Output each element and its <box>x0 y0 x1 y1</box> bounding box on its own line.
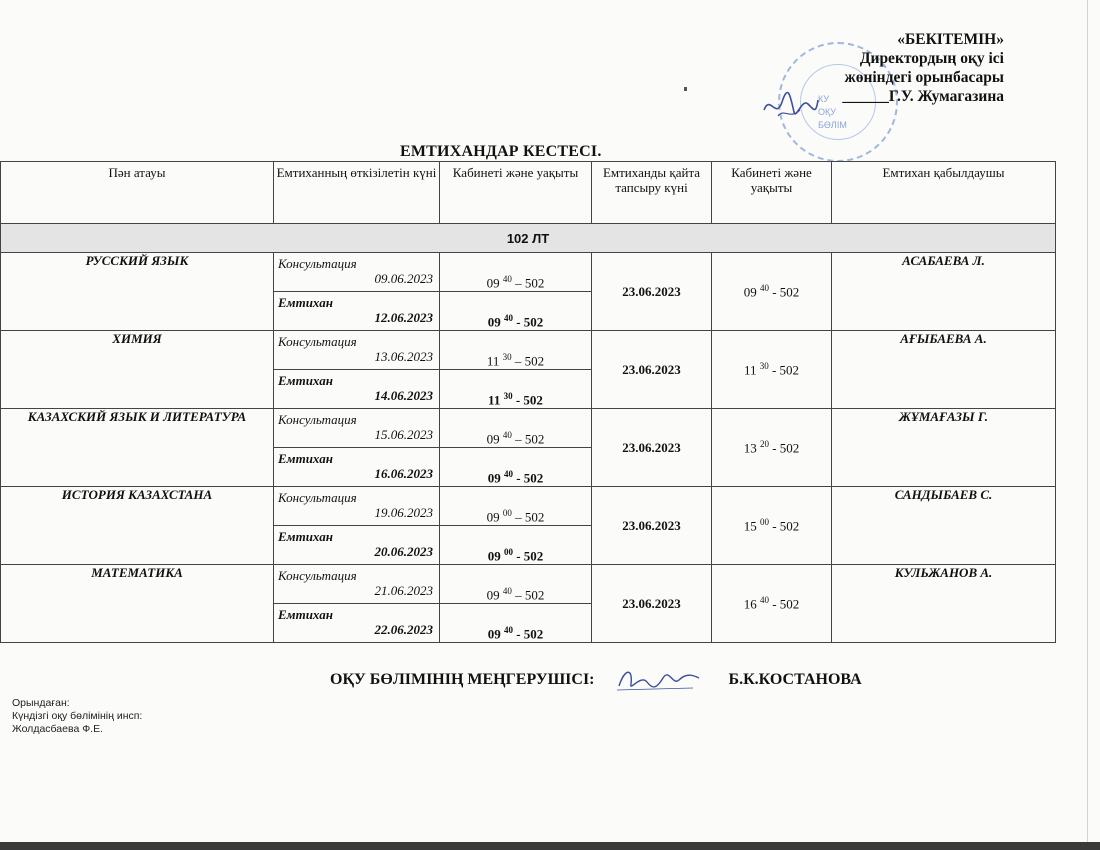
prepared-label: Орындаған: <box>12 697 70 709</box>
retake-time-room: - 502 <box>768 518 800 534</box>
retake-time-cell <box>712 331 832 409</box>
exam-date-cell <box>274 604 440 643</box>
retake-time-room: - 502 <box>768 440 800 456</box>
header-row <box>1 162 1056 224</box>
head-name: Б.К.КОСТАНОВА <box>728 671 862 688</box>
consultation-label: Консультация <box>278 568 357 583</box>
consultation-time-minute: 40 <box>502 429 512 440</box>
retake-time-room: - 502 <box>768 284 800 300</box>
exam-time-minute: 40 <box>503 624 513 635</box>
examiner-name: АҒЫБАЕВА А. <box>832 331 1056 409</box>
exam-time-minute: 40 <box>503 312 513 323</box>
consultation-time-room: – 502 <box>511 509 545 524</box>
consultation-time-room: – 502 <box>511 275 545 290</box>
col-header-exam-date: Емтиханның өткізілетін күні <box>274 162 440 224</box>
retake-time-minute: 20 <box>759 438 769 449</box>
consultation-time-minute: 40 <box>502 585 512 596</box>
group-row <box>1 224 1056 253</box>
exam-time-hour: 09 <box>487 314 501 329</box>
retake-time-hour: 16 <box>743 596 757 612</box>
retake-time-cell <box>712 487 832 565</box>
col-header-subject: Пән атауы <box>1 162 274 224</box>
exam-time-hour: 09 <box>487 470 501 485</box>
exam-time-minute: 40 <box>503 468 513 479</box>
consultation-time-cell <box>440 487 592 526</box>
retake-time-hour: 15 <box>743 518 757 534</box>
exam-time-room: - 502 <box>512 626 544 641</box>
exam-time-minute: 00 <box>503 546 513 557</box>
col-header-room-time: Кабинеті және уақыты <box>440 162 592 224</box>
group-name: 102 ЛТ <box>1 224 1056 253</box>
subject-name: ИСТОРИЯ КАЗАХСТАНА <box>1 487 274 565</box>
exam-date: 16.06.2023 <box>374 466 433 481</box>
stamp-line: БӨЛІМ <box>818 120 847 130</box>
exam-time-cell <box>440 370 592 409</box>
approval-position-1: Директордың оқу ісі <box>859 50 1004 67</box>
exam-time-room: - 502 <box>512 392 543 407</box>
head-signature-icon <box>613 666 703 694</box>
subject-name: МАТЕМАТИКА <box>1 565 274 643</box>
consultation-label: Консультация <box>278 412 357 427</box>
retake-time-cell <box>712 409 832 487</box>
scan-bottom-bar <box>0 842 1100 850</box>
retake-date: 23.06.2023 <box>592 409 712 487</box>
director-signature-icon <box>760 90 820 124</box>
retake-time-minute: 30 <box>759 360 769 371</box>
retake-time-hour: 09 <box>743 284 757 300</box>
consultation-time-hour: 09 <box>486 431 500 446</box>
subject-name: ХИМИЯ <box>1 331 274 409</box>
exam-label: Емтихан <box>278 451 333 466</box>
consultation-time-cell <box>440 253 592 292</box>
exam-time-room: - 502 <box>512 548 544 563</box>
table-row <box>1 565 1056 604</box>
head-label: ОҚУ БӨЛІМІНІҢ МЕҢГЕРУШІСІ: <box>330 671 595 688</box>
approval-block <box>842 30 1004 106</box>
retake-time-hour: 13 <box>743 440 757 456</box>
retake-time-room: - 502 <box>768 596 800 612</box>
subject-name: РУССКИЙ ЯЗЫК <box>1 253 274 331</box>
exam-time-hour: 09 <box>487 626 501 641</box>
approver-name: Г.У. Жумагазина <box>888 88 1004 105</box>
consultation-date-cell <box>274 331 440 370</box>
stamp-line: ОҚУ <box>818 107 836 117</box>
retake-time-minute: 40 <box>759 282 769 293</box>
consultation-date-cell <box>274 565 440 604</box>
consultation-time-minute: 40 <box>502 273 512 284</box>
prepared-position: Күндізгі оқу бөлімінің инсп: <box>12 710 143 722</box>
consultation-label: Консультация <box>278 334 357 349</box>
consultation-time-cell <box>440 565 592 604</box>
exam-time-cell <box>440 292 592 331</box>
consultation-date: 13.06.2023 <box>374 349 433 364</box>
exam-date-cell <box>274 292 440 331</box>
exam-time-cell <box>440 448 592 487</box>
department-head <box>330 666 862 694</box>
retake-time-room: - 502 <box>768 362 800 378</box>
approval-name: ______Г.У. Жумагазина <box>842 88 1004 105</box>
col-header-examiner: Емтихан қабылдаушы <box>832 162 1056 224</box>
approval-position-2: жөніндегі орынбасары <box>844 69 1004 86</box>
consultation-time-hour: 11 <box>486 353 500 368</box>
consultation-date: 21.06.2023 <box>374 583 433 598</box>
exam-time-room: - 502 <box>512 314 544 329</box>
page-edge <box>1087 0 1088 842</box>
retake-time-cell <box>712 253 832 331</box>
exam-date-cell <box>274 370 440 409</box>
table-row <box>1 253 1056 292</box>
consultation-date: 15.06.2023 <box>374 427 433 442</box>
consultation-time-cell <box>440 409 592 448</box>
exam-time-cell <box>440 526 592 565</box>
consultation-time-room: – 502 <box>511 587 545 602</box>
exam-label: Емтихан <box>278 529 333 544</box>
exam-time-room: - 502 <box>512 470 544 485</box>
table-row <box>1 409 1056 448</box>
prepared-name: Жолдасбаева Ф.Е. <box>12 723 104 735</box>
consultation-time-cell <box>440 331 592 370</box>
exam-date-cell <box>274 526 440 565</box>
exam-time-hour: 09 <box>487 548 501 563</box>
exam-label: Емтихан <box>278 607 333 622</box>
exam-date-cell <box>274 448 440 487</box>
exam-schedule-table <box>0 161 1056 643</box>
exam-time-cell <box>440 604 592 643</box>
exam-date: 12.06.2023 <box>374 310 433 325</box>
exam-time-minute: 30 <box>503 390 513 401</box>
consultation-time-hour: 09 <box>486 275 500 290</box>
retake-date: 23.06.2023 <box>592 565 712 643</box>
prepared-by <box>12 697 142 736</box>
consultation-time-hour: 09 <box>486 587 500 602</box>
consultation-date: 19.06.2023 <box>374 505 433 520</box>
consultation-date: 09.06.2023 <box>374 271 433 286</box>
consultation-time-minute: 00 <box>502 507 512 518</box>
exam-label: Емтихан <box>278 295 333 310</box>
exam-date: 20.06.2023 <box>374 544 433 559</box>
retake-date: 23.06.2023 <box>592 487 712 565</box>
consultation-time-hour: 09 <box>486 509 500 524</box>
scan-speck <box>684 87 687 91</box>
retake-date: 23.06.2023 <box>592 331 712 409</box>
consultation-label: Консультация <box>278 256 357 271</box>
col-header-retake-room-time: Кабинеті және уақыты <box>712 162 832 224</box>
exam-time-hour: 11 <box>488 392 501 407</box>
consultation-date-cell <box>274 253 440 292</box>
examiner-name: АСАБАЕВА Л. <box>832 253 1056 331</box>
exam-date: 22.06.2023 <box>374 622 433 637</box>
retake-date: 23.06.2023 <box>592 253 712 331</box>
consultation-label: Консультация <box>278 490 357 505</box>
consultation-time-minute: 30 <box>502 351 512 362</box>
examiner-name: САНДЫБАЕВ С. <box>832 487 1056 565</box>
consultation-date-cell <box>274 409 440 448</box>
retake-time-minute: 00 <box>759 516 769 527</box>
consultation-date-cell <box>274 487 440 526</box>
retake-time-hour: 11 <box>743 362 757 378</box>
consultation-time-room: – 502 <box>511 353 545 368</box>
retake-time-cell <box>712 565 832 643</box>
consultation-time-room: – 502 <box>511 431 545 446</box>
approval-title: «БЕКІТЕМІН» <box>897 31 1004 48</box>
col-header-retake-date: Емтиханды қайта тапсыру күні <box>592 162 712 224</box>
examiner-name: ЖҰМАҒАЗЫ Г. <box>832 409 1056 487</box>
examiner-name: КУЛЬЖАНОВ А. <box>832 565 1056 643</box>
exam-date: 14.06.2023 <box>374 388 433 403</box>
subject-name: КАЗАХСКИЙ ЯЗЫК И ЛИТЕРАТУРА <box>1 409 274 487</box>
exam-label: Емтихан <box>278 373 333 388</box>
table-row <box>1 487 1056 526</box>
table-row <box>1 331 1056 370</box>
stamp-line: КУ <box>818 94 830 104</box>
retake-time-minute: 40 <box>759 594 769 605</box>
page-title: ЕМТИХАНДАР КЕСТЕСІ. <box>400 143 602 160</box>
